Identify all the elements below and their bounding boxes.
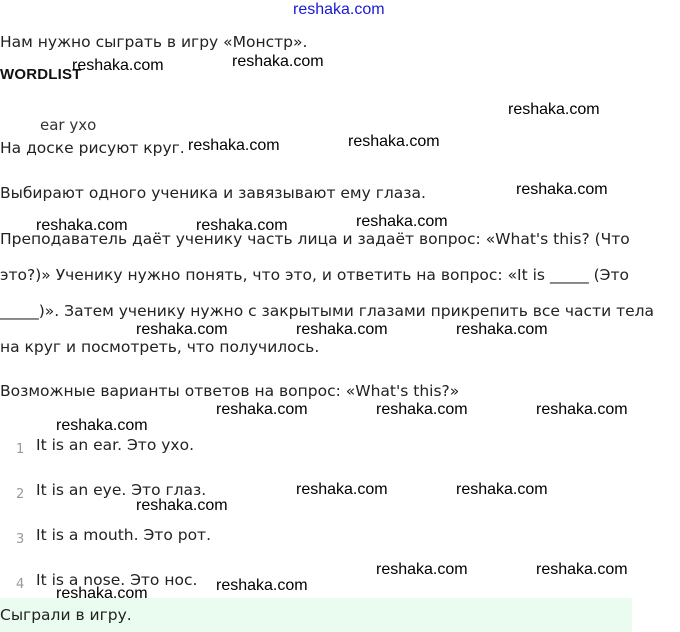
watermark: reshaka.com: [516, 181, 608, 198]
watermark: reshaka.com: [196, 217, 288, 234]
result-text: Сыграли в игру.: [0, 606, 132, 624]
watermark: reshaka.com: [296, 321, 388, 338]
watermark: reshaka.com: [136, 321, 228, 338]
watermark: reshaka.com: [56, 585, 148, 602]
watermark: reshaka.com: [216, 401, 308, 418]
wordlist-clipped-words: ear ухо: [40, 116, 97, 134]
watermark: reshaka.com: [72, 57, 164, 74]
answer-item: It is an ear. Это ухо.: [36, 436, 194, 454]
result-box: [0, 598, 632, 632]
watermark: reshaka.com: [376, 401, 468, 418]
watermark: reshaka.com: [188, 137, 280, 154]
paragraph-teacher-line-2: это?)» Ученику нужно понять, что это, и ответить на вопрос: «It is _____ (Это: [0, 266, 629, 284]
paragraph-teacher-line-1: Преподаватель даёт ученику часть лица и задаёт вопрос: «What's this? (Что: [0, 230, 630, 248]
wordlist-label: WORDLIST: [0, 66, 82, 83]
watermark: reshaka.com: [536, 401, 628, 418]
watermark: reshaka.com: [56, 417, 148, 434]
answer-number: 4: [16, 577, 25, 592]
paragraph-teacher-line-4: на круг и посмотреть, что получилось.: [0, 338, 320, 356]
watermark: reshaka.com: [376, 561, 468, 578]
paragraph-teacher-line-3: _____)». Затем ученику нужно с закрытыми глазами прикрепить все части тела: [0, 302, 655, 320]
watermark: reshaka.com: [508, 101, 600, 118]
intro-text: Нам нужно сыграть в игру «Монстр».: [0, 33, 308, 51]
watermark: reshaka.com: [456, 481, 548, 498]
watermark: reshaka.com: [348, 133, 440, 150]
watermark: reshaka.com: [232, 53, 324, 70]
paragraph-blindfold: Выбирают одного ученика и завязывают ему глаза.: [0, 184, 426, 202]
paragraph-answers-intro: Возможные варианты ответов на вопрос: «What's this?»: [0, 382, 460, 400]
site-watermark-top[interactable]: reshaka.com: [293, 1, 385, 18]
watermark: reshaka.com: [456, 321, 548, 338]
answer-item: It is a mouth. Это рот.: [36, 526, 212, 544]
watermark: reshaka.com: [536, 561, 628, 578]
watermark: reshaka.com: [36, 217, 128, 234]
watermark: reshaka.com: [136, 497, 228, 514]
answer-number: 1: [16, 442, 25, 457]
watermark: reshaka.com: [216, 577, 308, 594]
answer-number: 2: [16, 487, 25, 502]
answer-item: It is an eye. Это глаз.: [36, 481, 207, 499]
watermark: reshaka.com: [356, 213, 448, 230]
answer-item: It is a nose. Это нос.: [36, 571, 198, 589]
answer-number: 3: [16, 532, 25, 547]
watermark: reshaka.com: [296, 481, 388, 498]
paragraph-board: На доске рисуют круг.: [0, 139, 185, 157]
